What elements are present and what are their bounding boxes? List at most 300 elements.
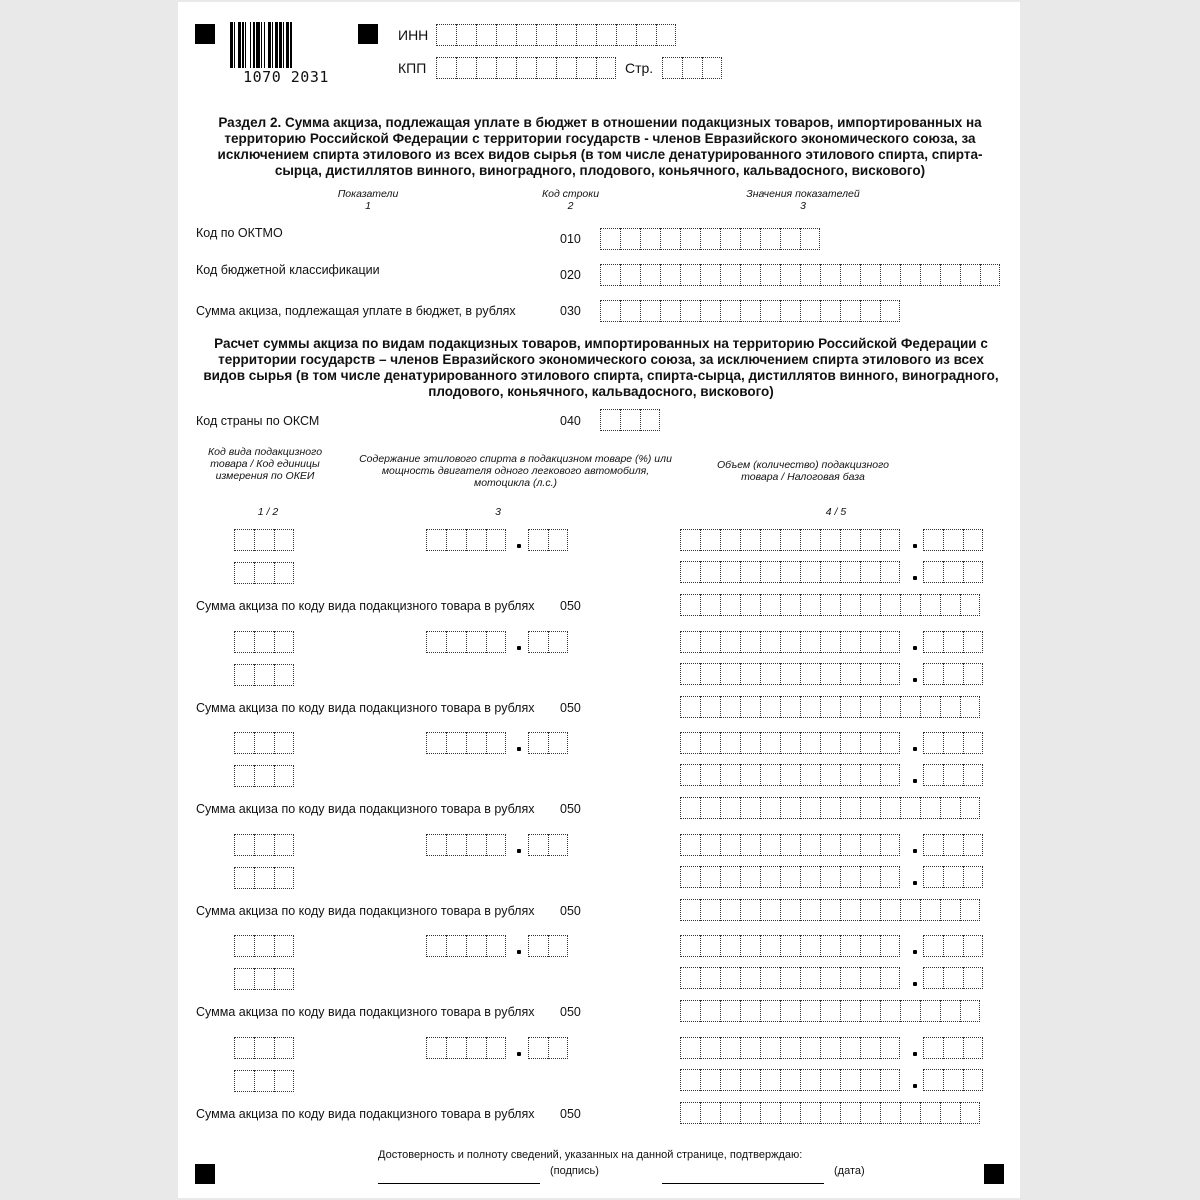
- product-code-field[interactable]: [234, 529, 294, 551]
- input-cell[interactable]: [496, 57, 516, 79]
- volume-frac-field[interactable]: [923, 631, 983, 653]
- input-cell[interactable]: [700, 764, 720, 786]
- input-cell[interactable]: [860, 764, 880, 786]
- input-cell[interactable]: [662, 57, 682, 79]
- input-cell[interactable]: [780, 561, 800, 583]
- product-code-field[interactable]: [234, 1037, 294, 1059]
- input-cell[interactable]: [780, 797, 800, 819]
- input-cell[interactable]: [274, 968, 294, 990]
- input-cell[interactable]: [274, 562, 294, 584]
- volume-int-field[interactable]: [680, 1037, 900, 1059]
- input-cell[interactable]: [234, 935, 254, 957]
- input-cell[interactable]: [860, 732, 880, 754]
- excise-by-product-field[interactable]: [680, 696, 980, 718]
- input-cell[interactable]: [680, 967, 700, 989]
- input-cell[interactable]: [840, 696, 860, 718]
- input-cell[interactable]: [780, 899, 800, 921]
- input-cell[interactable]: [740, 1102, 760, 1124]
- input-cell[interactable]: [548, 834, 568, 856]
- input-cell[interactable]: [960, 1000, 980, 1022]
- input-cell[interactable]: [880, 529, 900, 551]
- input-cell[interactable]: [820, 834, 840, 856]
- tax-base-frac-field[interactable]: [923, 561, 983, 583]
- input-cell[interactable]: [700, 899, 720, 921]
- input-cell[interactable]: [466, 529, 486, 551]
- input-cell[interactable]: [880, 967, 900, 989]
- input-cell[interactable]: [920, 264, 940, 286]
- input-cell[interactable]: [496, 24, 516, 46]
- input-cell[interactable]: [426, 1037, 446, 1059]
- input-cell[interactable]: [880, 899, 900, 921]
- volume-int-field[interactable]: [680, 732, 900, 754]
- input-cell[interactable]: [720, 1037, 740, 1059]
- input-cell[interactable]: [720, 866, 740, 888]
- input-cell[interactable]: [880, 663, 900, 685]
- input-cell[interactable]: [740, 732, 760, 754]
- input-cell[interactable]: [466, 834, 486, 856]
- input-cell[interactable]: [274, 765, 294, 787]
- input-cell[interactable]: [620, 228, 640, 250]
- input-cell[interactable]: [234, 529, 254, 551]
- input-cell[interactable]: [528, 1037, 548, 1059]
- input-cell[interactable]: [680, 561, 700, 583]
- volume-int-field[interactable]: [680, 935, 900, 957]
- input-cell[interactable]: [820, 300, 840, 322]
- input-cell[interactable]: [254, 562, 274, 584]
- input-cell[interactable]: [254, 765, 274, 787]
- okei-code-field[interactable]: [234, 867, 294, 889]
- input-cell[interactable]: [680, 935, 700, 957]
- tax-base-int-field[interactable]: [680, 663, 900, 685]
- input-cell[interactable]: [860, 300, 880, 322]
- input-cell[interactable]: [486, 935, 506, 957]
- input-cell[interactable]: [800, 1000, 820, 1022]
- input-cell[interactable]: [700, 1037, 720, 1059]
- input-cell[interactable]: [780, 1037, 800, 1059]
- input-cell[interactable]: [656, 24, 676, 46]
- input-cell[interactable]: [436, 57, 456, 79]
- input-cell[interactable]: [880, 764, 900, 786]
- input-cell[interactable]: [943, 834, 963, 856]
- input-cell[interactable]: [780, 967, 800, 989]
- input-cell[interactable]: [446, 834, 466, 856]
- input-cell[interactable]: [640, 300, 660, 322]
- input-cell[interactable]: [760, 899, 780, 921]
- input-cell[interactable]: [720, 935, 740, 957]
- tax-base-int-field[interactable]: [680, 866, 900, 888]
- input-cell[interactable]: [940, 594, 960, 616]
- input-cell[interactable]: [860, 834, 880, 856]
- input-cell[interactable]: [720, 967, 740, 989]
- input-cell[interactable]: [880, 1000, 900, 1022]
- input-cell[interactable]: [800, 594, 820, 616]
- input-cell[interactable]: [780, 1069, 800, 1091]
- input-cell[interactable]: [548, 1037, 568, 1059]
- input-cell[interactable]: [700, 529, 720, 551]
- volume-int-field[interactable]: [680, 631, 900, 653]
- input-cell[interactable]: [820, 899, 840, 921]
- input-cell[interactable]: [596, 57, 616, 79]
- input-cell[interactable]: [963, 1037, 983, 1059]
- input-cell[interactable]: [943, 935, 963, 957]
- input-cell[interactable]: [740, 967, 760, 989]
- input-cell[interactable]: [740, 797, 760, 819]
- input-cell[interactable]: [476, 24, 496, 46]
- input-cell[interactable]: [254, 1037, 274, 1059]
- input-cell[interactable]: [274, 867, 294, 889]
- input-cell[interactable]: [840, 561, 860, 583]
- okei-code-field[interactable]: [234, 765, 294, 787]
- input-cell[interactable]: [860, 696, 880, 718]
- input-cell[interactable]: [254, 1070, 274, 1092]
- input-cell[interactable]: [720, 228, 740, 250]
- input-cell[interactable]: [760, 696, 780, 718]
- input-cell[interactable]: [740, 866, 760, 888]
- input-cell[interactable]: [548, 935, 568, 957]
- input-cell[interactable]: [760, 228, 780, 250]
- input-cell[interactable]: [640, 409, 660, 431]
- input-cell[interactable]: [466, 935, 486, 957]
- input-cell[interactable]: [466, 732, 486, 754]
- input-cell[interactable]: [720, 732, 740, 754]
- input-cell[interactable]: [476, 57, 496, 79]
- input-cell[interactable]: [880, 1069, 900, 1091]
- country-field[interactable]: [600, 409, 660, 431]
- input-cell[interactable]: [254, 935, 274, 957]
- input-cell[interactable]: [780, 1102, 800, 1124]
- inn-field[interactable]: [436, 24, 676, 46]
- input-cell[interactable]: [820, 935, 840, 957]
- input-cell[interactable]: [860, 1102, 880, 1124]
- input-cell[interactable]: [780, 300, 800, 322]
- product-code-field[interactable]: [234, 631, 294, 653]
- input-cell[interactable]: [740, 529, 760, 551]
- input-cell[interactable]: [680, 1037, 700, 1059]
- input-cell[interactable]: [640, 264, 660, 286]
- input-cell[interactable]: [528, 631, 548, 653]
- input-cell[interactable]: [800, 1069, 820, 1091]
- input-cell[interactable]: [820, 1037, 840, 1059]
- input-cell[interactable]: [860, 935, 880, 957]
- input-cell[interactable]: [880, 594, 900, 616]
- input-cell[interactable]: [426, 529, 446, 551]
- input-cell[interactable]: [800, 899, 820, 921]
- oktmo-field[interactable]: [600, 228, 820, 250]
- input-cell[interactable]: [820, 1069, 840, 1091]
- input-cell[interactable]: [900, 1102, 920, 1124]
- input-cell[interactable]: [840, 732, 860, 754]
- input-cell[interactable]: [943, 561, 963, 583]
- input-cell[interactable]: [740, 561, 760, 583]
- input-cell[interactable]: [254, 968, 274, 990]
- input-cell[interactable]: [760, 1069, 780, 1091]
- input-cell[interactable]: [820, 764, 840, 786]
- input-cell[interactable]: [840, 529, 860, 551]
- input-cell[interactable]: [548, 631, 568, 653]
- input-cell[interactable]: [700, 561, 720, 583]
- input-cell[interactable]: [720, 631, 740, 653]
- volume-int-field[interactable]: [680, 529, 900, 551]
- input-cell[interactable]: [700, 1000, 720, 1022]
- input-cell[interactable]: [536, 24, 556, 46]
- input-cell[interactable]: [516, 57, 536, 79]
- alcohol-content-frac-field[interactable]: [528, 529, 568, 551]
- input-cell[interactable]: [900, 264, 920, 286]
- input-cell[interactable]: [446, 529, 466, 551]
- input-cell[interactable]: [740, 1000, 760, 1022]
- input-cell[interactable]: [963, 561, 983, 583]
- alcohol-content-int-field[interactable]: [426, 529, 506, 551]
- kpp-field[interactable]: [436, 57, 616, 79]
- input-cell[interactable]: [680, 264, 700, 286]
- input-cell[interactable]: [880, 935, 900, 957]
- input-cell[interactable]: [800, 732, 820, 754]
- input-cell[interactable]: [720, 834, 740, 856]
- alcohol-content-int-field[interactable]: [426, 631, 506, 653]
- input-cell[interactable]: [780, 866, 800, 888]
- input-cell[interactable]: [446, 1037, 466, 1059]
- input-cell[interactable]: [600, 300, 620, 322]
- input-cell[interactable]: [780, 834, 800, 856]
- input-cell[interactable]: [740, 1069, 760, 1091]
- input-cell[interactable]: [636, 24, 656, 46]
- input-cell[interactable]: [840, 631, 860, 653]
- input-cell[interactable]: [254, 529, 274, 551]
- alcohol-content-frac-field[interactable]: [528, 631, 568, 653]
- input-cell[interactable]: [920, 1000, 940, 1022]
- input-cell[interactable]: [700, 732, 720, 754]
- input-cell[interactable]: [760, 529, 780, 551]
- input-cell[interactable]: [880, 797, 900, 819]
- input-cell[interactable]: [528, 529, 548, 551]
- input-cell[interactable]: [960, 899, 980, 921]
- input-cell[interactable]: [800, 561, 820, 583]
- input-cell[interactable]: [466, 1037, 486, 1059]
- input-cell[interactable]: [880, 834, 900, 856]
- input-cell[interactable]: [700, 797, 720, 819]
- input-cell[interactable]: [820, 264, 840, 286]
- input-cell[interactable]: [234, 968, 254, 990]
- input-cell[interactable]: [943, 663, 963, 685]
- input-cell[interactable]: [720, 561, 740, 583]
- input-cell[interactable]: [963, 866, 983, 888]
- input-cell[interactable]: [680, 866, 700, 888]
- input-cell[interactable]: [536, 57, 556, 79]
- input-cell[interactable]: [680, 300, 700, 322]
- input-cell[interactable]: [923, 663, 943, 685]
- input-cell[interactable]: [700, 834, 720, 856]
- input-cell[interactable]: [880, 631, 900, 653]
- input-cell[interactable]: [680, 732, 700, 754]
- tax-base-frac-field[interactable]: [923, 1069, 983, 1091]
- input-cell[interactable]: [800, 631, 820, 653]
- input-cell[interactable]: [800, 935, 820, 957]
- input-cell[interactable]: [780, 696, 800, 718]
- input-cell[interactable]: [234, 1070, 254, 1092]
- input-cell[interactable]: [682, 57, 702, 79]
- input-cell[interactable]: [700, 594, 720, 616]
- input-cell[interactable]: [963, 764, 983, 786]
- input-cell[interactable]: [780, 631, 800, 653]
- input-cell[interactable]: [700, 967, 720, 989]
- input-cell[interactable]: [800, 300, 820, 322]
- input-cell[interactable]: [720, 264, 740, 286]
- input-cell[interactable]: [740, 764, 760, 786]
- input-cell[interactable]: [680, 1102, 700, 1124]
- input-cell[interactable]: [528, 732, 548, 754]
- input-cell[interactable]: [700, 663, 720, 685]
- input-cell[interactable]: [840, 1069, 860, 1091]
- input-cell[interactable]: [720, 1000, 740, 1022]
- input-cell[interactable]: [800, 834, 820, 856]
- input-cell[interactable]: [616, 24, 636, 46]
- input-cell[interactable]: [963, 967, 983, 989]
- volume-int-field[interactable]: [680, 834, 900, 856]
- input-cell[interactable]: [820, 797, 840, 819]
- input-cell[interactable]: [760, 1037, 780, 1059]
- input-cell[interactable]: [680, 228, 700, 250]
- input-cell[interactable]: [548, 529, 568, 551]
- input-cell[interactable]: [800, 696, 820, 718]
- input-cell[interactable]: [860, 967, 880, 989]
- input-cell[interactable]: [900, 899, 920, 921]
- input-cell[interactable]: [740, 696, 760, 718]
- input-cell[interactable]: [234, 664, 254, 686]
- input-cell[interactable]: [820, 1000, 840, 1022]
- input-cell[interactable]: [760, 935, 780, 957]
- kbk-field[interactable]: [600, 264, 1000, 286]
- input-cell[interactable]: [943, 631, 963, 653]
- input-cell[interactable]: [446, 935, 466, 957]
- input-cell[interactable]: [943, 1037, 963, 1059]
- input-cell[interactable]: [446, 631, 466, 653]
- volume-frac-field[interactable]: [923, 834, 983, 856]
- input-cell[interactable]: [234, 732, 254, 754]
- tax-base-int-field[interactable]: [680, 1069, 900, 1091]
- input-cell[interactable]: [720, 529, 740, 551]
- input-cell[interactable]: [548, 732, 568, 754]
- input-cell[interactable]: [620, 409, 640, 431]
- input-cell[interactable]: [600, 228, 620, 250]
- input-cell[interactable]: [780, 732, 800, 754]
- input-cell[interactable]: [880, 1102, 900, 1124]
- input-cell[interactable]: [960, 696, 980, 718]
- input-cell[interactable]: [700, 228, 720, 250]
- input-cell[interactable]: [700, 300, 720, 322]
- okei-code-field[interactable]: [234, 664, 294, 686]
- input-cell[interactable]: [840, 264, 860, 286]
- input-cell[interactable]: [234, 765, 254, 787]
- input-cell[interactable]: [760, 594, 780, 616]
- input-cell[interactable]: [923, 764, 943, 786]
- input-cell[interactable]: [274, 834, 294, 856]
- input-cell[interactable]: [800, 663, 820, 685]
- input-cell[interactable]: [820, 631, 840, 653]
- input-cell[interactable]: [980, 264, 1000, 286]
- input-cell[interactable]: [486, 732, 506, 754]
- input-cell[interactable]: [274, 732, 294, 754]
- input-cell[interactable]: [820, 529, 840, 551]
- input-cell[interactable]: [780, 935, 800, 957]
- input-cell[interactable]: [660, 300, 680, 322]
- input-cell[interactable]: [254, 631, 274, 653]
- input-cell[interactable]: [943, 866, 963, 888]
- input-cell[interactable]: [254, 732, 274, 754]
- input-cell[interactable]: [234, 631, 254, 653]
- input-cell[interactable]: [700, 866, 720, 888]
- input-cell[interactable]: [680, 663, 700, 685]
- input-cell[interactable]: [680, 1069, 700, 1091]
- okei-code-field[interactable]: [234, 562, 294, 584]
- input-cell[interactable]: [923, 732, 943, 754]
- input-cell[interactable]: [800, 1102, 820, 1124]
- alcohol-content-frac-field[interactable]: [528, 834, 568, 856]
- tax-base-frac-field[interactable]: [923, 663, 983, 685]
- input-cell[interactable]: [940, 264, 960, 286]
- excise-by-product-field[interactable]: [680, 899, 980, 921]
- input-cell[interactable]: [486, 1037, 506, 1059]
- input-cell[interactable]: [740, 899, 760, 921]
- input-cell[interactable]: [234, 834, 254, 856]
- input-cell[interactable]: [963, 529, 983, 551]
- input-cell[interactable]: [528, 935, 548, 957]
- input-cell[interactable]: [860, 866, 880, 888]
- input-cell[interactable]: [960, 1102, 980, 1124]
- input-cell[interactable]: [800, 228, 820, 250]
- input-cell[interactable]: [880, 696, 900, 718]
- input-cell[interactable]: [740, 1037, 760, 1059]
- volume-frac-field[interactable]: [923, 1037, 983, 1059]
- input-cell[interactable]: [680, 764, 700, 786]
- input-cell[interactable]: [920, 696, 940, 718]
- input-cell[interactable]: [840, 1000, 860, 1022]
- input-cell[interactable]: [456, 57, 476, 79]
- okei-code-field[interactable]: [234, 1070, 294, 1092]
- input-cell[interactable]: [740, 935, 760, 957]
- alcohol-content-frac-field[interactable]: [528, 935, 568, 957]
- input-cell[interactable]: [446, 732, 466, 754]
- input-cell[interactable]: [274, 529, 294, 551]
- input-cell[interactable]: [900, 1000, 920, 1022]
- input-cell[interactable]: [840, 899, 860, 921]
- input-cell[interactable]: [760, 834, 780, 856]
- input-cell[interactable]: [840, 967, 860, 989]
- input-cell[interactable]: [840, 594, 860, 616]
- input-cell[interactable]: [760, 967, 780, 989]
- input-cell[interactable]: [963, 935, 983, 957]
- input-cell[interactable]: [700, 631, 720, 653]
- page-number-field[interactable]: [662, 57, 722, 79]
- input-cell[interactable]: [860, 594, 880, 616]
- input-cell[interactable]: [840, 300, 860, 322]
- input-cell[interactable]: [940, 899, 960, 921]
- input-cell[interactable]: [800, 967, 820, 989]
- input-cell[interactable]: [920, 899, 940, 921]
- product-code-field[interactable]: [234, 834, 294, 856]
- input-cell[interactable]: [943, 732, 963, 754]
- input-cell[interactable]: [740, 228, 760, 250]
- input-cell[interactable]: [780, 594, 800, 616]
- input-cell[interactable]: [640, 228, 660, 250]
- input-cell[interactable]: [860, 631, 880, 653]
- input-cell[interactable]: [740, 300, 760, 322]
- input-cell[interactable]: [234, 1037, 254, 1059]
- input-cell[interactable]: [680, 696, 700, 718]
- input-cell[interactable]: [426, 732, 446, 754]
- input-cell[interactable]: [860, 663, 880, 685]
- input-cell[interactable]: [720, 594, 740, 616]
- tax-base-frac-field[interactable]: [923, 764, 983, 786]
